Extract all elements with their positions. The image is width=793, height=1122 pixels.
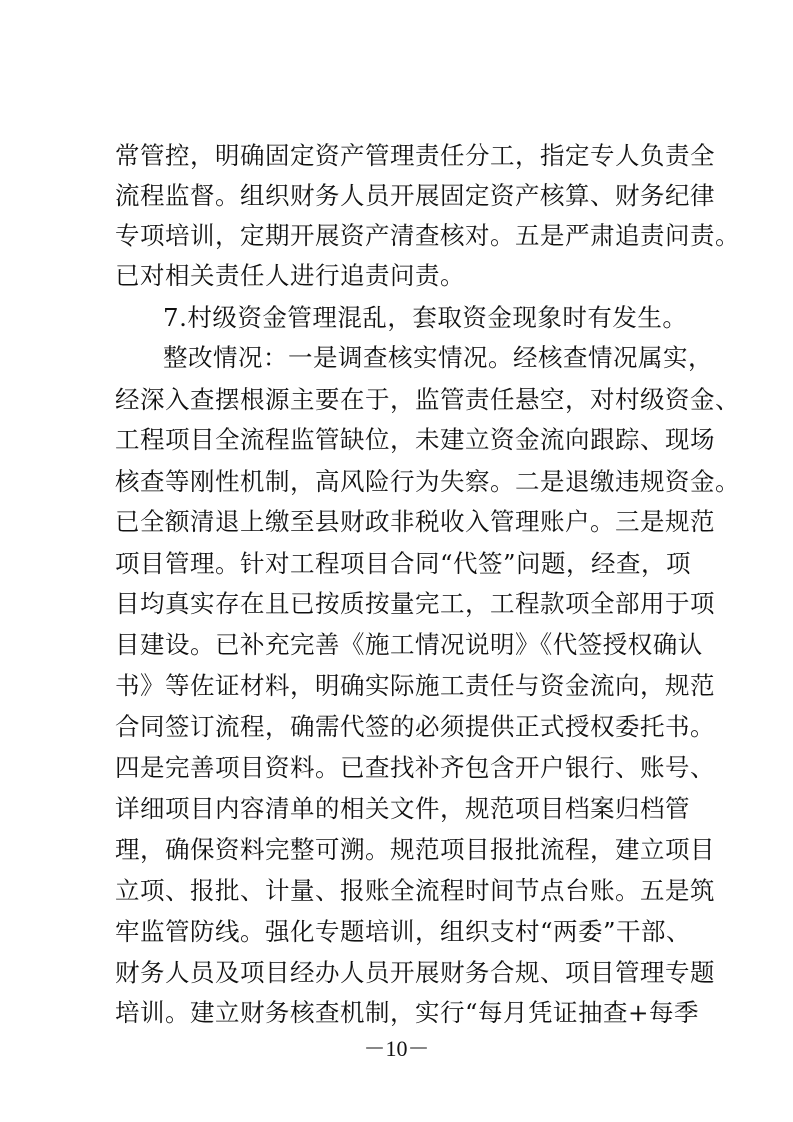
- page-number: －10－: [363, 1036, 430, 1061]
- body-text-line: 书》等佐证材料，明确实际施工责任与资金流向，规范: [115, 671, 715, 700]
- body-text-line: 流程监督。组织财务人员开展固定资产核算、财务纪律: [115, 181, 715, 210]
- body-text-line: 项目管理。针对工程项目合同“代签”问题，经查，项: [115, 549, 692, 578]
- body-text-line: 已全额清退上缴至县财政非税收入管理账户。三是规范: [115, 507, 715, 536]
- body-text-line: 立项、报批、计量、报账全流程时间节点台账。五是筑: [115, 876, 715, 905]
- body-text-line: 整改情况：一是调查核实情况。经核查情况属实，: [163, 343, 713, 372]
- body-text-line: 工程项目全流程监管缺位，未建立资金流向跟踪、现场: [115, 425, 715, 454]
- body-text-line: 核查等刚性机制，高风险行为失察。二是退缴违规资金。: [115, 467, 740, 496]
- body-text-line: 专项培训，定期开展资产清查核对。五是严肃追责问责。: [115, 221, 740, 250]
- body-text-line: 经深入查摆根源主要在于，监管责任悬空，对村级资金、: [115, 385, 740, 414]
- body-text-line: 目建设。已补充完善《施工情况说明》《代签授权确认: [115, 630, 703, 659]
- section-heading: 7.村级资金管理混乱，套取资金现象时有发生。: [163, 303, 688, 332]
- body-text-line: 财务人员及项目经办人员开展财务合规、项目管理专题: [115, 958, 715, 987]
- body-text-line: 合同签订流程，确需代签的必须提供正式授权委托书。: [115, 712, 715, 741]
- body-text-line: 理，确保资料完整可溯。规范项目报批流程，建立项目: [115, 835, 715, 864]
- body-text-line: 详细项目内容清单的相关文件，规范项目档案归档管: [115, 794, 690, 823]
- body-text-line: 四是完善项目资料。已查找补齐包含开户银行、账号、: [115, 753, 715, 782]
- body-text-line: 目均真实存在且已按质按量完工，工程款项全部用于项: [115, 589, 715, 618]
- body-text-line: 培训。建立财务核查机制，实行“每月凭证抽查+每季: [115, 998, 700, 1027]
- body-text-line: 已对相关责任人进行追责问责。: [115, 261, 465, 290]
- body-text-line: 常管控，明确固定资产管理责任分工，指定专人负责全: [115, 141, 715, 170]
- body-text-line: 牢监管防线。强化专题培训，组织支村“两委”干部、: [115, 917, 692, 946]
